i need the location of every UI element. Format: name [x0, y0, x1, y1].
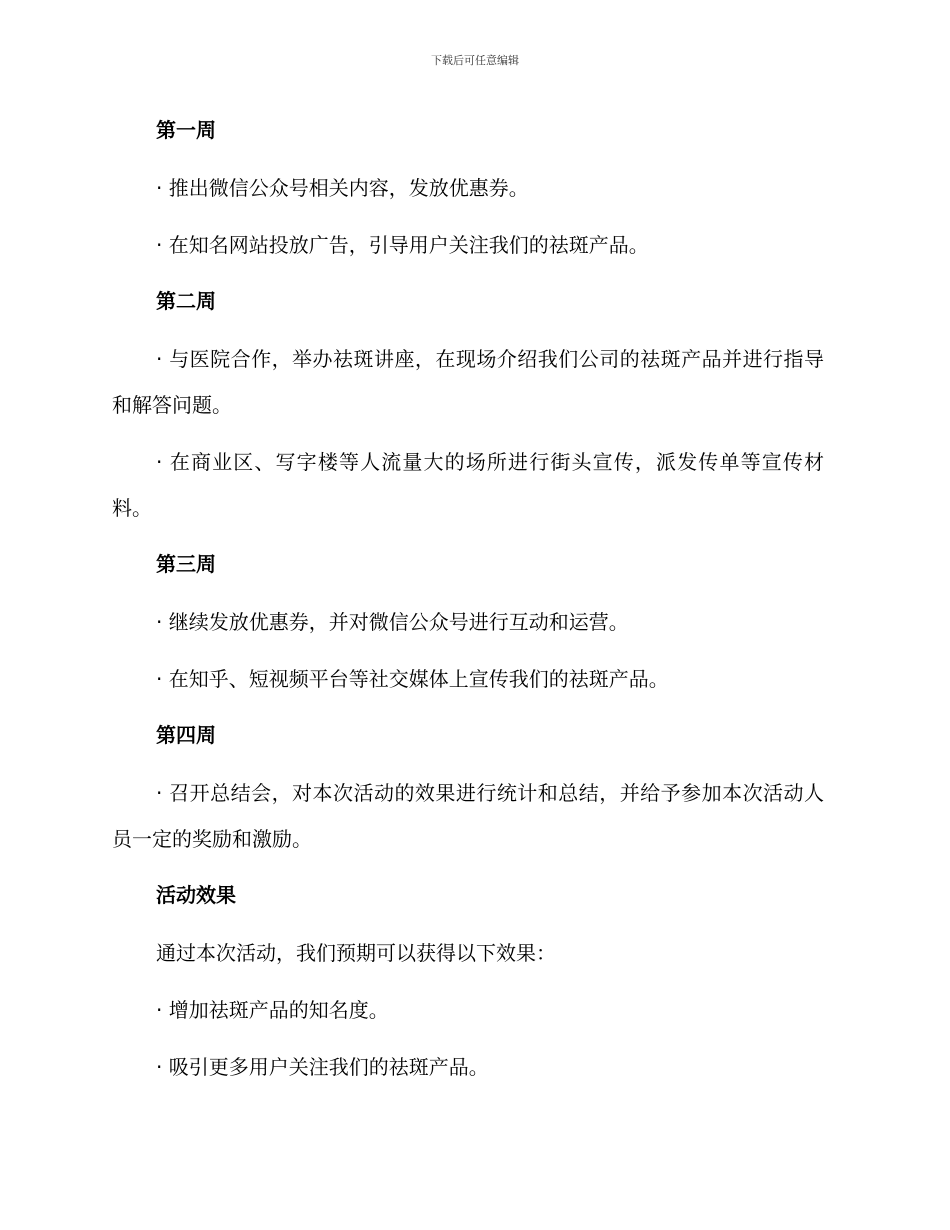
paragraph: · 继续发放优惠券，并对微信公众号进行互动和运营。 — [156, 610, 629, 634]
section-heading-week-4: 第四周 — [156, 723, 216, 747]
paragraph: 通过本次活动，我们预期可以获得以下效果： — [156, 941, 556, 965]
section-heading-week-3: 第三周 — [156, 552, 216, 576]
paragraph: · 与医院合作，举办祛斑讲座，在现场介绍我们公司的祛斑产品并进行指导和解答问题。 — [112, 347, 824, 417]
paragraph: · 推出微信公众号相关内容，发放优惠券。 — [156, 176, 529, 200]
section-heading-week-2: 第二周 — [156, 289, 216, 313]
paragraph: · 在知乎、短视频平台等社交媒体上宣传我们的祛斑产品。 — [156, 667, 669, 691]
section-heading-activity-effect: 活动效果 — [156, 883, 236, 907]
paragraph: · 增加祛斑产品的知名度。 — [156, 998, 389, 1022]
header-note: 下载后可任意编辑 — [431, 54, 519, 67]
paragraph: · 在商业区、写字楼等人流量大的场所进行街头宣传，派发传单等宣传材料。 — [112, 450, 824, 520]
section-heading-week-1: 第一周 — [156, 118, 216, 142]
paragraph: · 召开总结会，对本次活动的效果进行统计和总结，并给予参加本次活动人员一定的奖励和激励。 — [112, 781, 824, 851]
paragraph: · 在知名网站投放广告，引导用户关注我们的祛斑产品。 — [156, 233, 649, 257]
paragraph: · 吸引更多用户关注我们的祛斑产品。 — [156, 1055, 489, 1079]
document-body — [112, 108, 824, 1101]
